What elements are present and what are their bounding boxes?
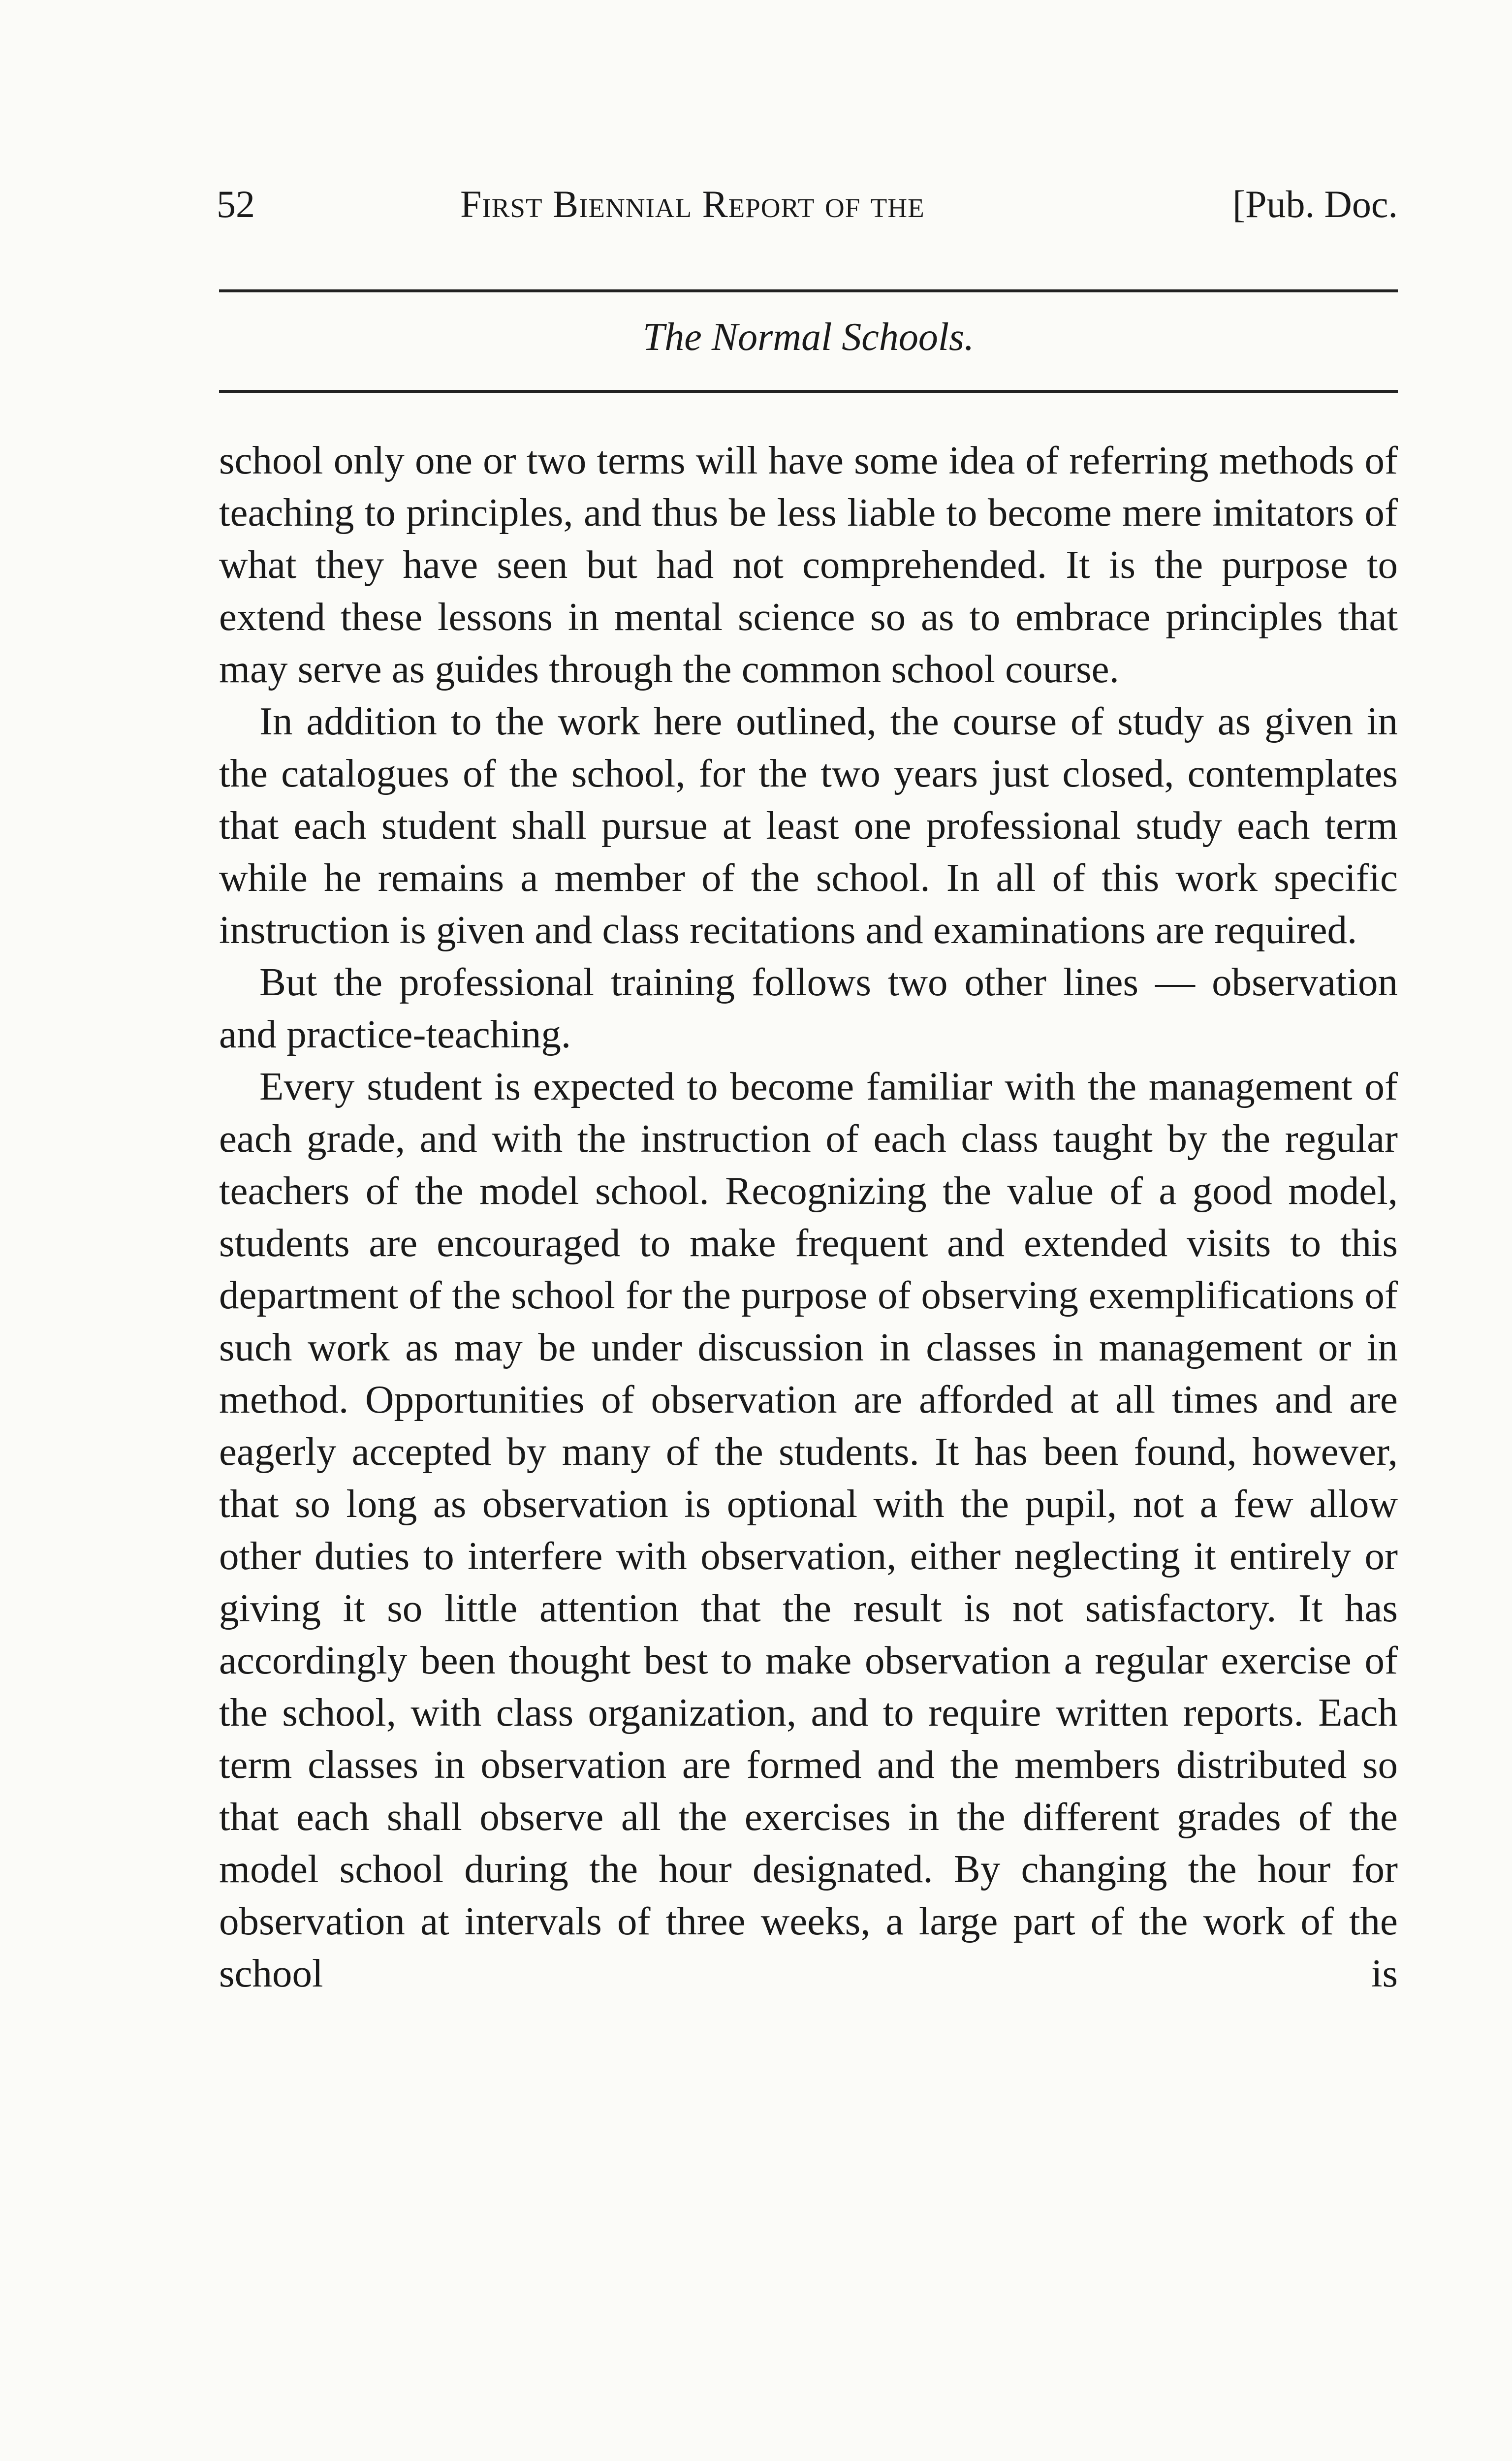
running-head — [217, 177, 1398, 231]
running-title: First Biennial Report of the — [460, 183, 925, 225]
paragraph: Every student is expected to become familiar with the management of each grade, and with the instruction of each class taught by the regular teachers of the model school. Recognizing the value of a good model, students are encouraged to make frequent and extended visits to this department of the school for the purpose of observing exemplifications of such work as may be under discussion in classes in management or in method. Opportunities of observation are afforded at all times and are eagerly accepted by many of the students. It has been found, however, that so long as observation is optional with the pupil, not a few allow other duties to interfere with observation, either neglecting it entirely or giving it so little attention that the result is not satisfactory. It has accordingly been thought best to make observation a regular exercise of the school, with class organization, and to require written reports. Each term classes in observation are formed and the members distributed so that each shall observe all the exercises in the different grades of the model school during the hour designated. By changing the hour for observation at intervals of three weeks, a large part of the work of the school is — [219, 1064, 1398, 1995]
section-title: The Normal Schools. — [642, 316, 975, 359]
document-reference: [Pub. Doc. — [1232, 183, 1398, 225]
header-rule-top — [219, 289, 1398, 292]
page-number: 52 — [217, 183, 255, 225]
header-rule-bottom — [219, 390, 1398, 393]
paragraph: In addition to the work here outlined, the course of study as given in the catalogues of the school, for the two years just closed, contemplates that each student shall pursue at least one professional study each term while he remains a member of the school. In all of this work specific instruction is given and class recitations and examinations are required. — [219, 699, 1398, 952]
paragraph-continued: school only one or two terms will have some idea of referring methods of teaching to principles, and thus be less liable to become mere imitators of what they have seen but had not comprehended. It is the purpose to extend these lessons in mental science so as to embrace principles that may serve as guides through the common school course. — [219, 438, 1398, 691]
body-text — [219, 434, 1398, 1999]
paragraph: But the professional training follows two other lines — observation and practice-teaching. — [219, 960, 1398, 1056]
